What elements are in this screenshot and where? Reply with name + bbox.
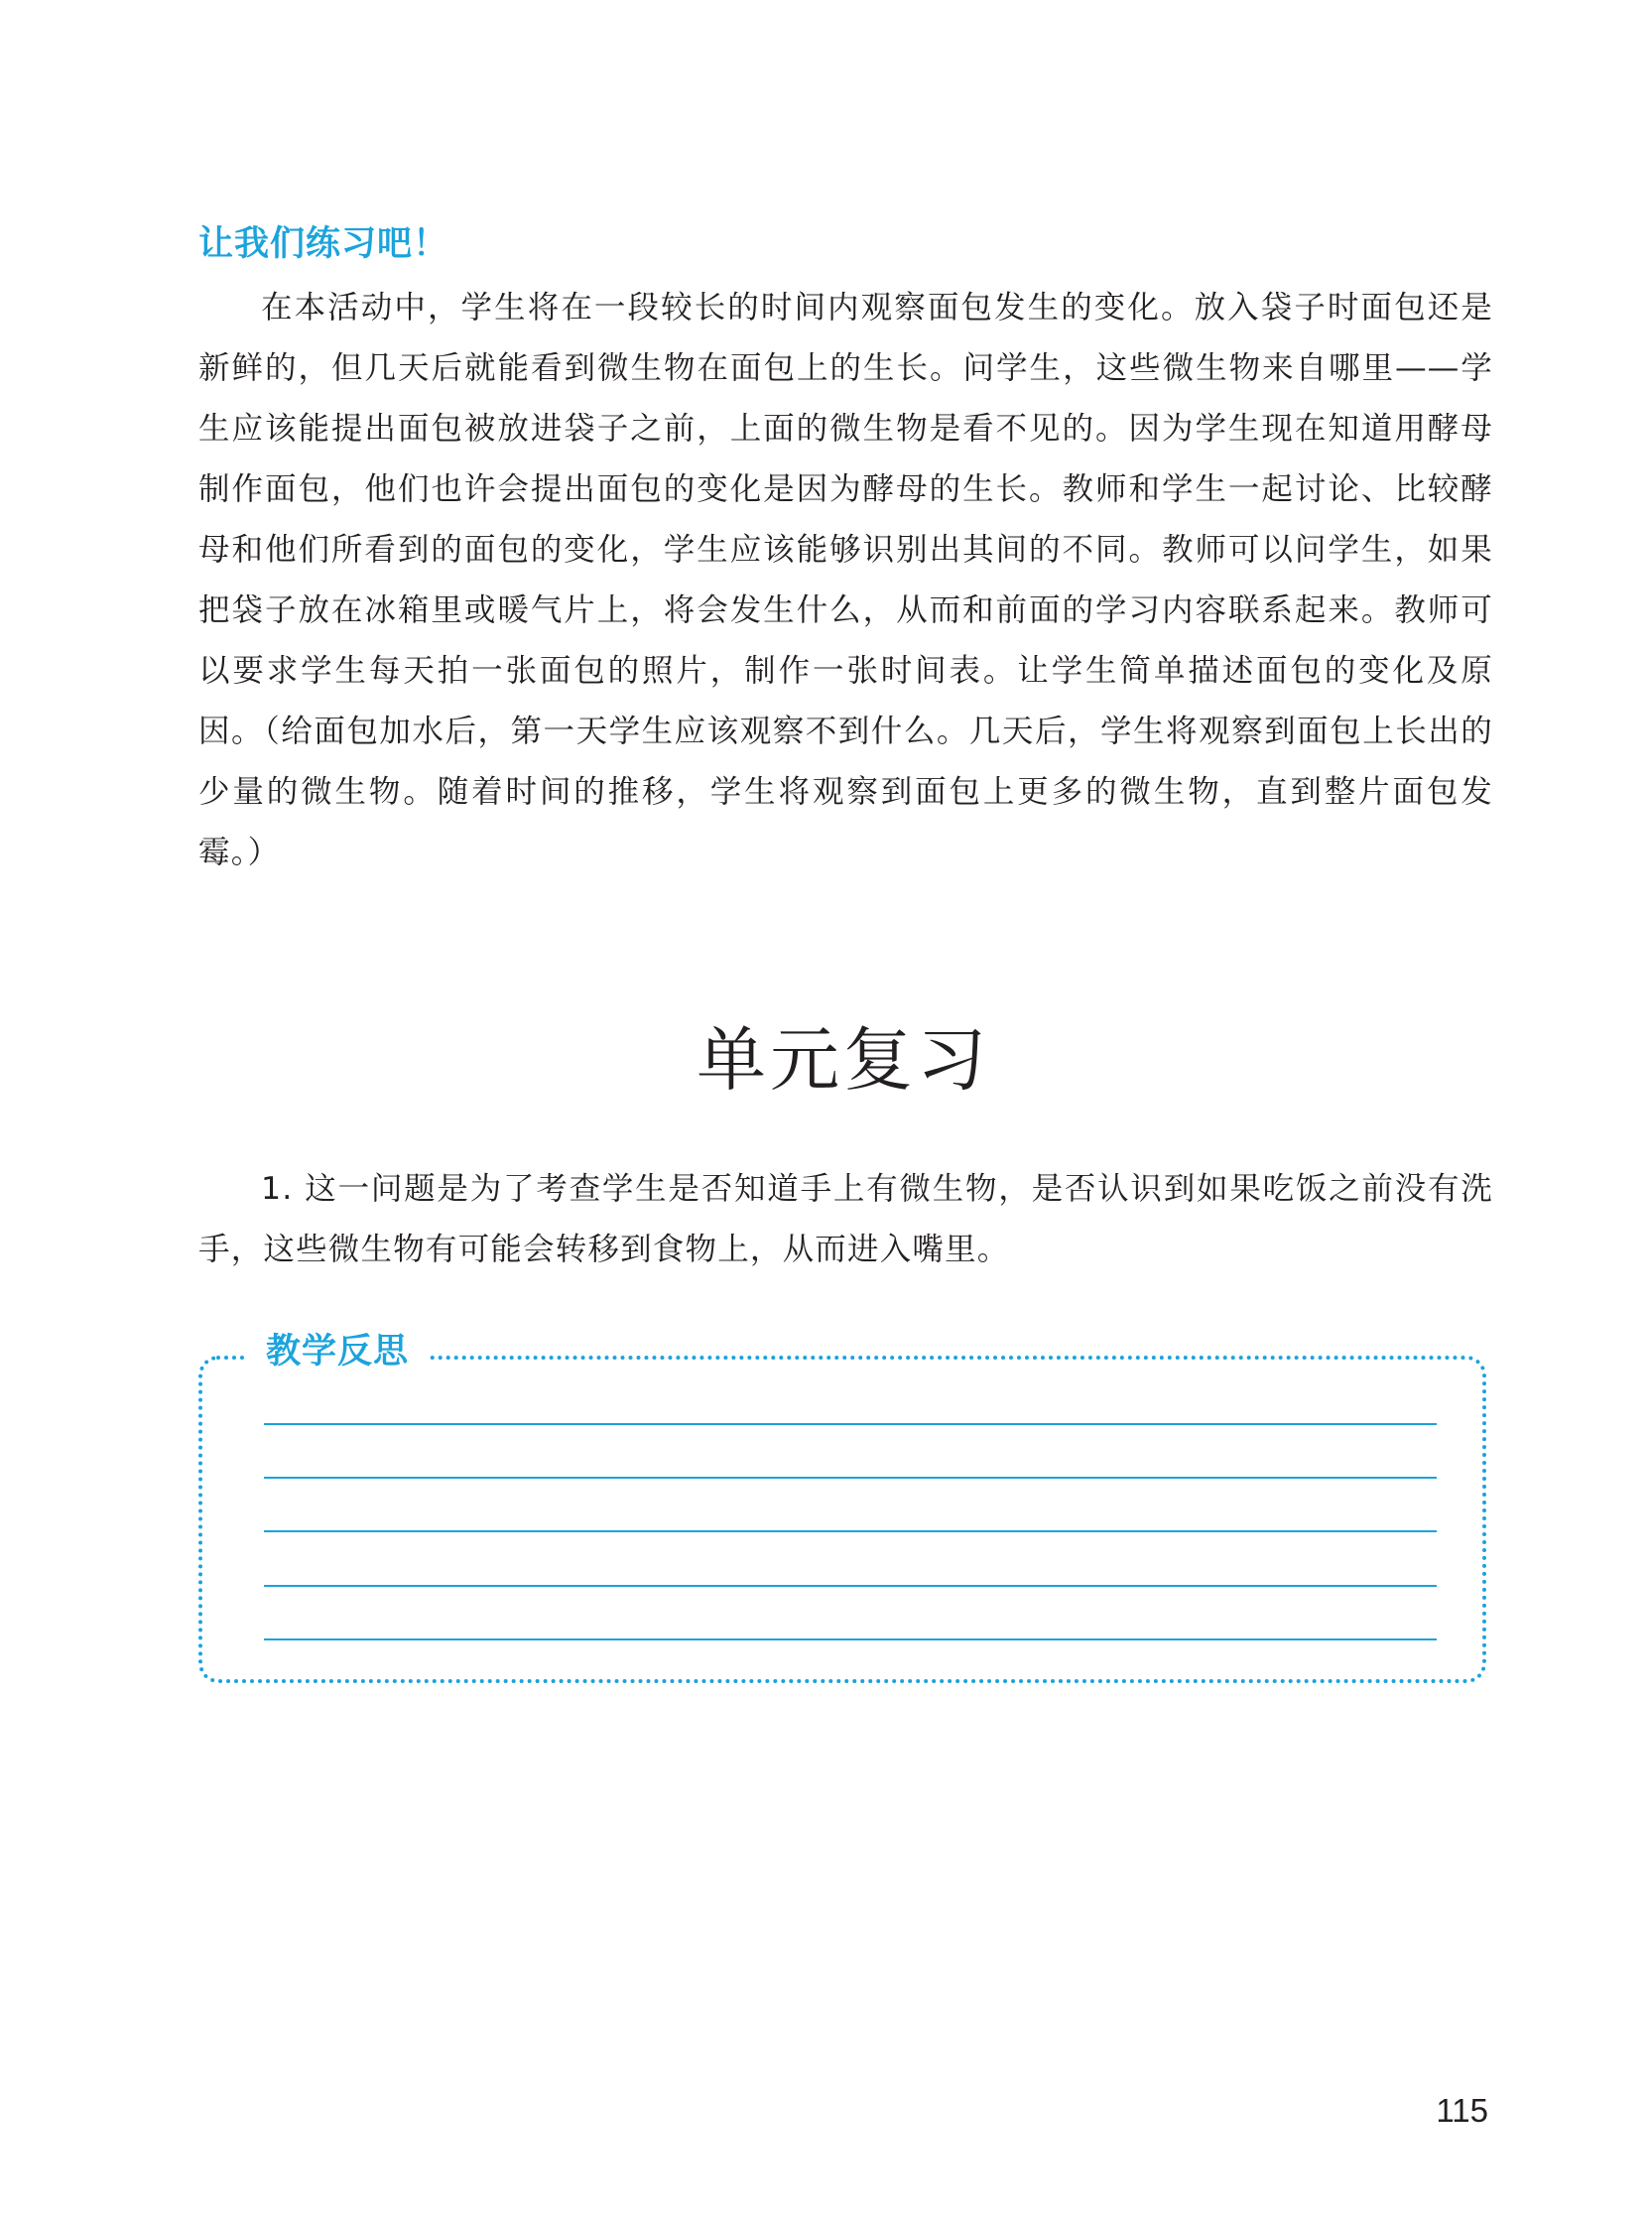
reflection-writing-line[interactable] <box>264 1530 1437 1532</box>
review-question-number: 1. <box>261 1171 294 1207</box>
review-question-text: 这一问题是为了考查学生是否知道手上有微生物，是否认识到如果吃饭之前没有洗手，这些微生物有可能会转移到食物上，从而进入嘴里。 <box>198 1171 1493 1267</box>
teaching-reflection-box <box>198 1356 1486 1683</box>
page-number: 115 <box>1436 2092 1488 2129</box>
reflection-writing-line[interactable] <box>264 1477 1437 1479</box>
reflection-writing-line[interactable] <box>264 1585 1437 1587</box>
reflection-writing-line[interactable] <box>264 1638 1437 1640</box>
reflection-writing-line[interactable] <box>264 1423 1437 1425</box>
activity-heading: 让我们练习吧！ <box>198 224 449 264</box>
unit-review-title: 单元复习 <box>697 1019 990 1101</box>
activity-paragraph: 在本活动中，学生将在一段较长的时间内观察面包发生的变化。放入袋子时面包还是新鲜的，但几天后就能看到微生物在面包上的生长。问学生，这些微生物来自哪里——学生应该能提出面包被放进袋子之前，上面的微生物是看不见的。因为学生现在知道用酵母制作面包，他们也许会提出面包的变化是因为酵母的生长。教师和学生一起讨论、比较酵母和他们所看到的面包的变化，学生应该能够识别出其间的不同。教师可以问学生，如果把袋子放在冰箱里或暖气片上，将会发生什么，从而和前面的学习内容联系起来。教师可以要求学生每天拍一张面包的照片，制作一张时间表。让学生简单描述面包的变化及原因。（给面包加水后，第一天学生应该观察不到什么。几天后，学生将观察到面包上长出的少量的微生物。随着时间的推移，学生将观察到面包上更多的微生物，直到整片面包发霉。） <box>198 290 1493 870</box>
review-question-1 <box>198 1159 1493 1280</box>
teaching-reflection-title: 教学反思 <box>248 1324 427 1379</box>
